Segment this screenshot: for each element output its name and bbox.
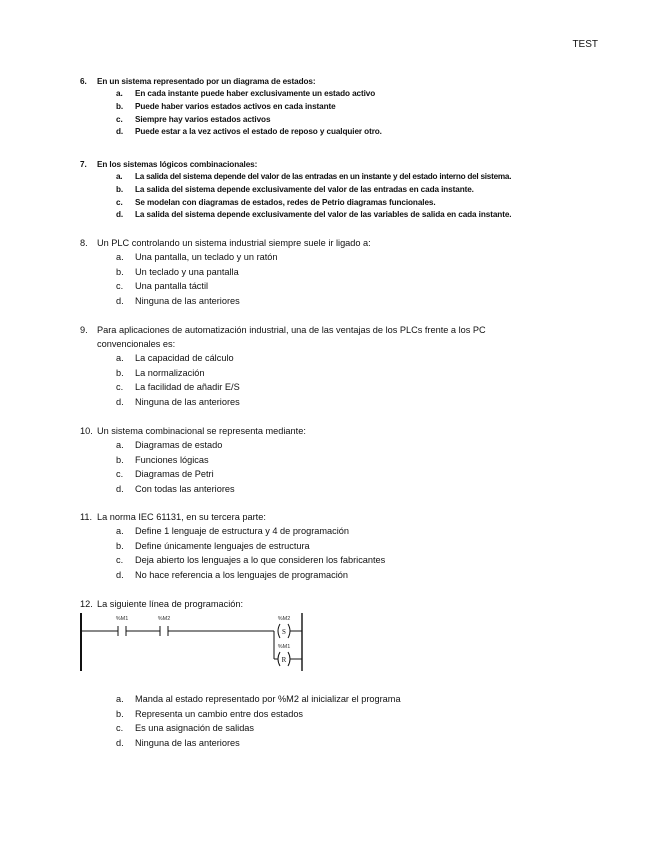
- question-stem: [80, 75, 600, 88]
- question-number: 12.: [80, 599, 93, 609]
- option: [80, 101, 600, 114]
- option: [80, 209, 600, 222]
- question-6: [80, 75, 600, 139]
- option: [80, 553, 600, 568]
- question-text: Para aplicaciones de automatización industrial, una de las ventajas de los PLCs frente a los PC: [97, 325, 486, 335]
- question-stem: [80, 510, 600, 524]
- set-coil-letter: S: [282, 628, 286, 636]
- question-10: [80, 424, 600, 496]
- question-stem: [80, 424, 600, 438]
- option: [80, 539, 600, 554]
- option-text: En cada instante puede haber exclusivamente un estado activo: [135, 89, 376, 98]
- contact-m2-label: %M2: [157, 616, 171, 622]
- option: [80, 366, 600, 381]
- option-text: Define únicamente lenguajes de estructura: [135, 540, 310, 551]
- option-text: Ninguna de las anteriores: [135, 396, 240, 407]
- option-text: Es una asignación de salidas: [135, 723, 255, 734]
- option-text: Diagramas de estado: [135, 440, 223, 450]
- question-9: [80, 323, 600, 409]
- option-text: Define 1 lenguaje de estructura y 4 de programación: [135, 526, 349, 536]
- option-text: Manda al estado representado por %M2 al inicializar el programa: [135, 694, 401, 704]
- question-text: Un PLC controlando un sistema industrial siempre suele ir ligado a:: [97, 238, 371, 248]
- question-text-continued: convencionales es:: [97, 339, 176, 349]
- set-coil-label: %M2: [277, 616, 291, 622]
- question-stem: [80, 236, 600, 250]
- question-7: [80, 158, 600, 222]
- option-letter: a.: [116, 694, 124, 704]
- option-letter: d.: [116, 569, 124, 580]
- option-text: Una pantalla, un teclado y un ratón: [135, 252, 278, 262]
- option-letter: a.: [116, 252, 124, 262]
- option-text: Deja abierto los lenguajes a lo que consideren los fabricantes: [135, 555, 386, 566]
- option: [80, 351, 600, 366]
- option-letter: d.: [116, 210, 124, 220]
- question-number: 10.: [80, 426, 93, 436]
- question-stem: [80, 158, 600, 171]
- question-text: En un sistema representado por un diagrama de estados:: [97, 77, 316, 86]
- option-text: La capacidad de cálculo: [135, 353, 234, 363]
- reset-coil-right-arc: [288, 652, 290, 666]
- option: [80, 88, 600, 101]
- option: [80, 395, 600, 410]
- option-letter: a.: [116, 172, 123, 181]
- reset-coil-left-arc: [278, 652, 280, 666]
- option-text: La salida del sistema depende exclusivamente del valor de las variables de salida en cada instante.: [135, 210, 512, 220]
- option-text: Ninguna de las anteriores: [135, 737, 240, 748]
- option-letter: b.: [116, 266, 124, 277]
- question-stem: [80, 597, 600, 611]
- option: [80, 197, 600, 210]
- option: [80, 184, 600, 197]
- question-number: 6.: [80, 77, 87, 86]
- option-text: Ninguna de las anteriores: [135, 295, 240, 306]
- option-text: Un teclado y una pantalla: [135, 266, 239, 277]
- option-letter: a.: [116, 440, 124, 450]
- header-title: TEST: [572, 39, 598, 50]
- option: [80, 250, 600, 265]
- option-text: Con todas las anteriores: [135, 483, 235, 494]
- option-text: Se modelan con diagramas de estados, redes de Petrio diagramas funcionales.: [135, 197, 436, 207]
- option-letter: d.: [116, 396, 124, 407]
- option-text: Representa un cambio entre dos estados: [135, 708, 304, 719]
- option: [80, 380, 600, 395]
- option-text: Siempre hay varios estados activos: [135, 114, 271, 124]
- option: [80, 114, 600, 127]
- option-text: Puede haber varios estados activos en cada instante: [135, 101, 336, 111]
- option: [80, 721, 600, 736]
- option-letter: c.: [116, 281, 124, 292]
- option: [80, 279, 600, 294]
- option: [80, 126, 600, 139]
- question-stem: [80, 323, 600, 337]
- question-number: 8.: [80, 238, 88, 248]
- option-letter: c.: [116, 114, 123, 124]
- option-letter: a.: [116, 353, 124, 363]
- option-letter: a.: [116, 526, 124, 536]
- option: [80, 568, 600, 583]
- question-12-options: [80, 692, 600, 750]
- set-coil-right-arc: [288, 624, 290, 638]
- question-text: Un sistema combinacional se representa mediante:: [97, 426, 306, 436]
- question-number: 7.: [80, 160, 87, 169]
- option-text: La normalización: [135, 367, 205, 378]
- option-letter: c.: [116, 555, 124, 566]
- option-text: La facilidad de añadir E/S: [135, 382, 240, 393]
- question-12: [80, 597, 600, 611]
- option: [80, 294, 600, 309]
- question-number: 11.: [80, 512, 93, 522]
- option: [80, 692, 600, 707]
- option-letter: d.: [116, 127, 124, 137]
- option: [80, 524, 600, 539]
- question-number: 9.: [80, 325, 88, 335]
- question-text: La norma IEC 61131, en su tercera parte:: [97, 512, 266, 522]
- option-letter: d.: [116, 483, 124, 494]
- option-letter: b.: [116, 454, 124, 465]
- option-letter: b.: [116, 101, 124, 111]
- option-letter: b.: [116, 367, 124, 378]
- option: [80, 453, 600, 468]
- option: [80, 438, 600, 453]
- option: [80, 265, 600, 280]
- option: [80, 171, 600, 184]
- option-letter: b.: [116, 708, 124, 719]
- option-letter: b.: [116, 184, 124, 194]
- option-letter: c.: [116, 197, 123, 207]
- option-text: Funciones lógicas: [135, 454, 209, 465]
- option: [80, 736, 600, 751]
- ladder-diagram: [80, 611, 310, 673]
- contact-m1-label: %M1: [115, 616, 129, 622]
- option-letter: a.: [116, 89, 123, 98]
- question-8: [80, 236, 600, 308]
- option-text: La salida del sistema depende exclusivamente del valor de las entradas en cada instante.: [135, 184, 474, 194]
- option-letter: c.: [116, 723, 124, 734]
- question-text: La siguiente línea de programación:: [97, 599, 244, 609]
- option-letter: b.: [116, 540, 124, 551]
- option-letter: c.: [116, 382, 124, 393]
- option-text: Puede estar a la vez activos el estado de reposo y cualquier otro.: [135, 127, 382, 137]
- option: [80, 467, 600, 482]
- reset-coil-letter: R: [281, 656, 287, 664]
- question-11: [80, 510, 600, 582]
- option-letter: d.: [116, 737, 124, 748]
- option-letter: c.: [116, 469, 124, 480]
- option-text: La salida del sistema depende del valor de las entradas en un instante y del estado interno del sistema.: [135, 172, 512, 181]
- option-letter: d.: [116, 295, 124, 306]
- set-coil-left-arc: [278, 624, 280, 638]
- reset-coil-label: %M1: [277, 644, 291, 650]
- option-text: No hace referencia a los lenguajes de programación: [135, 569, 348, 580]
- option-text: Una pantalla táctil: [135, 281, 209, 292]
- question-text: En los sistemas lógicos combinacionales:: [97, 160, 258, 169]
- option: [80, 707, 600, 722]
- option-text: Diagramas de Petri: [135, 469, 214, 480]
- option: [80, 482, 600, 497]
